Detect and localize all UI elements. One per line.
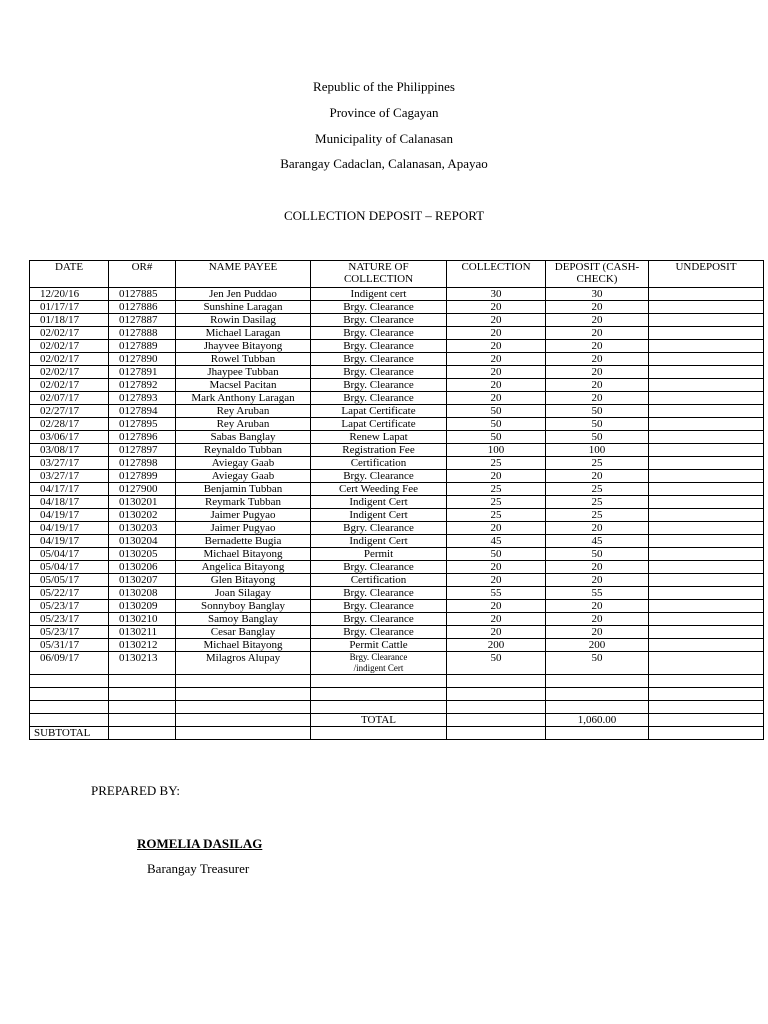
cell-date: 06/09/17 [30, 652, 109, 675]
cell-undeposit [649, 587, 764, 600]
blank-row [30, 675, 764, 688]
cell-collection: 20 [447, 353, 546, 366]
table-row [30, 626, 764, 639]
cell-undeposit [649, 535, 764, 548]
cell-date: 02/27/17 [30, 405, 109, 418]
table-row [30, 444, 764, 457]
cell-deposit: 55 [546, 587, 649, 600]
cell-or: 0127900 [109, 483, 176, 496]
table-row [30, 470, 764, 483]
blank-cell [649, 675, 764, 688]
table-row [30, 574, 764, 587]
cell-date: 12/20/16 [30, 288, 109, 301]
cell-undeposit [649, 405, 764, 418]
cell-deposit: 50 [546, 405, 649, 418]
table-row [30, 457, 764, 470]
table-row [30, 418, 764, 431]
subtotal-label: SUBTOTAL [30, 727, 109, 740]
table-row [30, 639, 764, 652]
blank-cell [30, 688, 109, 701]
blank-cell [109, 688, 176, 701]
cell-date: 02/02/17 [30, 353, 109, 366]
cell-nature: Brgy. Clearance [311, 327, 447, 340]
col-date: DATE [30, 261, 109, 288]
cell-or: 0127888 [109, 327, 176, 340]
cell-deposit: 20 [546, 470, 649, 483]
blank-cell [546, 701, 649, 714]
cell-nature: Certification [311, 457, 447, 470]
cell-deposit: 20 [546, 327, 649, 340]
table-row [30, 301, 764, 314]
cell-nature: Brgy. Clearance [311, 353, 447, 366]
cell-deposit: 200 [546, 639, 649, 652]
cell-date: 03/06/17 [30, 431, 109, 444]
blank-cell [109, 701, 176, 714]
report-title: COLLECTION DEPOSIT – REPORT [283, 208, 485, 223]
cell-deposit: 50 [546, 431, 649, 444]
cell-name: Sonnyboy Banglay [176, 600, 311, 613]
cell-deposit: 25 [546, 457, 649, 470]
table-row [30, 587, 764, 600]
blank-cell [311, 675, 447, 688]
collection-table [29, 260, 764, 740]
cell-undeposit [649, 457, 764, 470]
col-deposit: DEPOSIT (CASH-CHECK) [546, 261, 649, 288]
cell-or: 0130211 [109, 626, 176, 639]
cell-name: Milagros Alupay [176, 652, 311, 675]
table-row [30, 483, 764, 496]
cell-date: 04/18/17 [30, 496, 109, 509]
cell-collection: 50 [447, 418, 546, 431]
cell-deposit: 20 [546, 340, 649, 353]
cell-name: Rowin Dasilag [176, 314, 311, 327]
cell-collection: 20 [447, 613, 546, 626]
nature-line-1: Brgy. Clearance [349, 652, 408, 662]
treasurer-name: ROMELIA DASILAG [137, 836, 263, 851]
cell-collection: 55 [447, 587, 546, 600]
cell-name: Michael Bitayong [176, 639, 311, 652]
cell-nature: Indigent Cert [311, 496, 447, 509]
table-header-row [30, 261, 764, 288]
cell-undeposit [649, 444, 764, 457]
blank-cell [311, 701, 447, 714]
cell-or: 0127885 [109, 288, 176, 301]
cell-deposit: 25 [546, 509, 649, 522]
cell-nature: Permit [311, 548, 447, 561]
cell-name: Rey Aruban [176, 405, 311, 418]
cell-name: Glen Bitayong [176, 574, 311, 587]
cell-nature: Brgy. Clearance [311, 613, 447, 626]
cell-name: Benjamin Tubban [176, 483, 311, 496]
blank-cell [649, 688, 764, 701]
cell-deposit: 20 [546, 366, 649, 379]
cell-name: Reymark Tubban [176, 496, 311, 509]
cell-name: Rowel Tubban [176, 353, 311, 366]
cell-undeposit [649, 626, 764, 639]
cell-nature: Indigent Cert [311, 535, 447, 548]
table-row [30, 392, 764, 405]
blank-cell [30, 675, 109, 688]
cell-deposit: 20 [546, 353, 649, 366]
cell-nature: Renew Lapat [311, 431, 447, 444]
cell-undeposit [649, 561, 764, 574]
cell-undeposit [649, 522, 764, 535]
cell-collection: 20 [447, 600, 546, 613]
cell-deposit: 50 [546, 652, 649, 675]
cell-nature: Brgy. Clearance [311, 600, 447, 613]
cell-undeposit [649, 327, 764, 340]
cell-nature: Brgy. Clearance [311, 626, 447, 639]
table-row [30, 509, 764, 522]
table-row [30, 548, 764, 561]
cell-date: 04/19/17 [30, 535, 109, 548]
cell-nature: Brgy. Clearance [311, 366, 447, 379]
cell-date: 05/23/17 [30, 626, 109, 639]
cell-or: 0127899 [109, 470, 176, 483]
cell-undeposit [649, 509, 764, 522]
col-collection: COLLECTION [447, 261, 546, 288]
cell-or: 0130212 [109, 639, 176, 652]
cell-deposit: 20 [546, 613, 649, 626]
cell-name: Jhayvee Bitayong [176, 340, 311, 353]
cell-name: Sunshine Laragan [176, 301, 311, 314]
cell-date: 03/27/17 [30, 470, 109, 483]
cell-undeposit [649, 288, 764, 301]
cell-collection: 20 [447, 392, 546, 405]
cell-collection: 50 [447, 652, 546, 675]
cell-or: 0127891 [109, 366, 176, 379]
table-row [30, 327, 764, 340]
cell-or: 0130202 [109, 509, 176, 522]
cell-collection: 25 [447, 483, 546, 496]
cell-nature [311, 652, 447, 675]
subtotal-cell [176, 727, 311, 740]
cell-deposit: 45 [546, 535, 649, 548]
blank-cell [176, 675, 311, 688]
cell-date: 05/31/17 [30, 639, 109, 652]
total-deposit: 1,060.00 [546, 714, 649, 727]
blank-cell [176, 701, 311, 714]
table-row [30, 366, 764, 379]
total-cell [649, 714, 764, 727]
cell-or: 0127895 [109, 418, 176, 431]
cell-deposit: 20 [546, 301, 649, 314]
total-cell [109, 714, 176, 727]
cell-or: 0130206 [109, 561, 176, 574]
total-row [30, 714, 764, 727]
subtotal-cell [311, 727, 447, 740]
cell-or: 0130208 [109, 587, 176, 600]
cell-collection: 20 [447, 522, 546, 535]
cell-date: 05/04/17 [30, 548, 109, 561]
blank-cell [447, 675, 546, 688]
treasurer-position: Barangay Treasurer [147, 861, 250, 876]
table-body [30, 288, 764, 740]
table-row [30, 652, 764, 675]
subtotal-cell [546, 727, 649, 740]
cell-date: 04/19/17 [30, 522, 109, 535]
blank-cell [176, 688, 311, 701]
cell-deposit: 20 [546, 574, 649, 587]
cell-date: 05/05/17 [30, 574, 109, 587]
header-municipality: Municipality of Calanasan [315, 131, 453, 146]
cell-collection: 20 [447, 561, 546, 574]
cell-collection: 200 [447, 639, 546, 652]
cell-date: 02/07/17 [30, 392, 109, 405]
cell-or: 0130201 [109, 496, 176, 509]
cell-nature: Brgy. Clearance [311, 314, 447, 327]
cell-collection: 20 [447, 366, 546, 379]
cell-collection: 20 [447, 340, 546, 353]
cell-name: Mark Anthony Laragan [176, 392, 311, 405]
cell-or: 0130210 [109, 613, 176, 626]
cell-undeposit [649, 301, 764, 314]
cell-nature: Brgy. Clearance [311, 561, 447, 574]
cell-name: Aviegay Gaab [176, 470, 311, 483]
cell-name: Angelica Bitayong [176, 561, 311, 574]
blank-cell [447, 688, 546, 701]
col-nature: NATURE OF COLLECTION [311, 261, 447, 288]
cell-date: 05/04/17 [30, 561, 109, 574]
cell-nature: Brgy. Clearance [311, 340, 447, 353]
table-row [30, 405, 764, 418]
cell-collection: 20 [447, 574, 546, 587]
cell-deposit: 25 [546, 496, 649, 509]
cell-nature: Brgy. Clearance [311, 379, 447, 392]
cell-collection: 25 [447, 496, 546, 509]
cell-collection: 20 [447, 314, 546, 327]
cell-undeposit [649, 366, 764, 379]
blank-row [30, 688, 764, 701]
cell-name: Jen Jen Puddao [176, 288, 311, 301]
cell-name: Samoy Banglay [176, 613, 311, 626]
cell-date: 05/23/17 [30, 600, 109, 613]
cell-or: 0127890 [109, 353, 176, 366]
cell-undeposit [649, 613, 764, 626]
cell-nature: Brgy. Clearance [311, 301, 447, 314]
cell-undeposit [649, 392, 764, 405]
cell-deposit: 100 [546, 444, 649, 457]
cell-undeposit [649, 600, 764, 613]
cell-name: Rey Aruban [176, 418, 311, 431]
cell-nature: Indigent cert [311, 288, 447, 301]
cell-deposit: 30 [546, 288, 649, 301]
cell-nature: Certification [311, 574, 447, 587]
cell-name: Reynaldo Tubban [176, 444, 311, 457]
cell-date: 02/02/17 [30, 327, 109, 340]
table-row [30, 600, 764, 613]
cell-undeposit [649, 483, 764, 496]
cell-or: 0127893 [109, 392, 176, 405]
cell-undeposit [649, 652, 764, 675]
cell-deposit: 25 [546, 483, 649, 496]
cell-date: 02/02/17 [30, 366, 109, 379]
table-row [30, 522, 764, 535]
cell-or: 0127898 [109, 457, 176, 470]
cell-date: 02/28/17 [30, 418, 109, 431]
total-cell [30, 714, 109, 727]
cell-undeposit [649, 548, 764, 561]
cell-name: Macsel Pacitan [176, 379, 311, 392]
table-row [30, 431, 764, 444]
cell-or: 0127894 [109, 405, 176, 418]
table-row [30, 353, 764, 366]
blank-cell [311, 688, 447, 701]
cell-nature: Brgy. Clearance [311, 470, 447, 483]
table-row [30, 288, 764, 301]
total-label: TOTAL [311, 714, 447, 727]
table-row [30, 613, 764, 626]
cell-nature: Brgy. Clearance [311, 392, 447, 405]
subtotal-cell [109, 727, 176, 740]
cell-undeposit [649, 379, 764, 392]
header-republic: Republic of the Philippines [313, 79, 455, 94]
cell-undeposit [649, 431, 764, 444]
subtotal-row [30, 727, 764, 740]
cell-date: 01/17/17 [30, 301, 109, 314]
cell-date: 05/22/17 [30, 587, 109, 600]
table-row [30, 340, 764, 353]
cell-or: 0130207 [109, 574, 176, 587]
cell-deposit: 20 [546, 392, 649, 405]
cell-date: 01/18/17 [30, 314, 109, 327]
cell-undeposit [649, 314, 764, 327]
blank-cell [30, 701, 109, 714]
cell-name: Sabas Banglay [176, 431, 311, 444]
cell-date: 02/02/17 [30, 340, 109, 353]
cell-collection: 50 [447, 431, 546, 444]
cell-nature: Permit Cattle [311, 639, 447, 652]
cell-deposit: 20 [546, 561, 649, 574]
table-row [30, 496, 764, 509]
cell-collection: 50 [447, 405, 546, 418]
cell-date: 03/08/17 [30, 444, 109, 457]
blank-cell [649, 701, 764, 714]
cell-name: Jaimer Pugyao [176, 522, 311, 535]
cell-undeposit [649, 639, 764, 652]
cell-name: Jhaypee Tubban [176, 366, 311, 379]
cell-or: 0130213 [109, 652, 176, 675]
cell-undeposit [649, 496, 764, 509]
col-name-payee: NAME PAYEE [176, 261, 311, 288]
cell-deposit: 20 [546, 522, 649, 535]
cell-collection: 20 [447, 379, 546, 392]
table-row [30, 535, 764, 548]
cell-nature: Cert Weeding Fee [311, 483, 447, 496]
cell-date: 04/19/17 [30, 509, 109, 522]
cell-collection: 45 [447, 535, 546, 548]
total-cell [176, 714, 311, 727]
nature-line-2: /indigent Cert [353, 663, 404, 673]
blank-cell [546, 675, 649, 688]
cell-nature: Brgy. Clearance [311, 587, 447, 600]
cell-or: 0130205 [109, 548, 176, 561]
cell-collection: 25 [447, 509, 546, 522]
header-barangay: Barangay Cadaclan, Calanasan, Apayao [280, 156, 488, 171]
cell-collection: 20 [447, 327, 546, 340]
header-province: Province of Cagayan [329, 105, 439, 120]
cell-name: Joan Silagay [176, 587, 311, 600]
cell-undeposit [649, 418, 764, 431]
cell-name: Cesar Banglay [176, 626, 311, 639]
total-cell [447, 714, 546, 727]
table-row [30, 561, 764, 574]
cell-undeposit [649, 353, 764, 366]
cell-nature: Indigent Cert [311, 509, 447, 522]
cell-collection: 25 [447, 457, 546, 470]
cell-undeposit [649, 470, 764, 483]
cell-or: 0127892 [109, 379, 176, 392]
cell-or: 0127897 [109, 444, 176, 457]
col-or: OR# [109, 261, 176, 288]
cell-deposit: 20 [546, 600, 649, 613]
cell-collection: 20 [447, 470, 546, 483]
cell-nature: Bgry. Clearance [311, 522, 447, 535]
cell-or: 0127889 [109, 340, 176, 353]
col-undeposit: UNDEPOSIT [649, 261, 764, 288]
cell-collection: 20 [447, 626, 546, 639]
table-row [30, 379, 764, 392]
cell-deposit: 20 [546, 379, 649, 392]
cell-deposit: 20 [546, 626, 649, 639]
cell-or: 0130204 [109, 535, 176, 548]
cell-nature: Registration Fee [311, 444, 447, 457]
prepared-by-label: PREPARED BY: [91, 783, 180, 798]
blank-cell [109, 675, 176, 688]
cell-name: Michael Laragan [176, 327, 311, 340]
cell-date: 04/17/17 [30, 483, 109, 496]
cell-date: 03/27/17 [30, 457, 109, 470]
subtotal-cell [447, 727, 546, 740]
cell-deposit: 50 [546, 418, 649, 431]
cell-or: 0127896 [109, 431, 176, 444]
cell-or: 0130203 [109, 522, 176, 535]
cell-undeposit [649, 340, 764, 353]
cell-collection: 20 [447, 301, 546, 314]
cell-collection: 100 [447, 444, 546, 457]
cell-date: 02/02/17 [30, 379, 109, 392]
cell-nature: Lapat Certificate [311, 405, 447, 418]
cell-nature: Lapat Certificate [311, 418, 447, 431]
subtotal-cell [649, 727, 764, 740]
blank-row [30, 701, 764, 714]
cell-deposit: 20 [546, 314, 649, 327]
cell-or: 0127887 [109, 314, 176, 327]
cell-undeposit [649, 574, 764, 587]
cell-name: Aviegay Gaab [176, 457, 311, 470]
cell-collection: 30 [447, 288, 546, 301]
blank-cell [447, 701, 546, 714]
cell-name: Bernadette Bugia [176, 535, 311, 548]
cell-name: Jaimer Pugyao [176, 509, 311, 522]
blank-cell [546, 688, 649, 701]
table-row [30, 314, 764, 327]
cell-date: 05/23/17 [30, 613, 109, 626]
cell-name: Michael Bitayong [176, 548, 311, 561]
cell-or: 0127886 [109, 301, 176, 314]
cell-deposit: 50 [546, 548, 649, 561]
cell-collection: 50 [447, 548, 546, 561]
cell-or: 0130209 [109, 600, 176, 613]
